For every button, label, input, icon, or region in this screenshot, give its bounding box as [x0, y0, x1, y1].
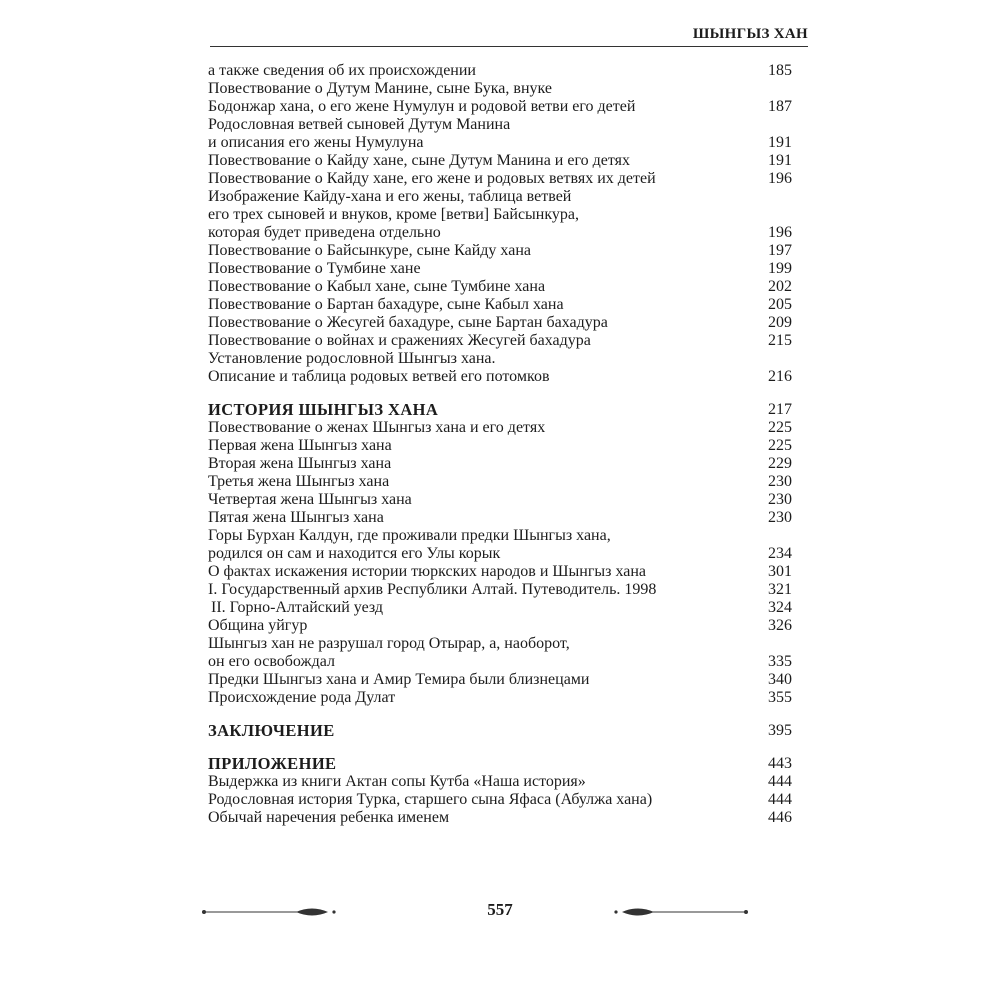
toc-entry	[208, 278, 792, 296]
toc-entry-page: 301	[768, 563, 792, 580]
toc-entry	[208, 599, 792, 617]
toc-entry-title: Повествование о Байсынкуре, сыне Кайду хана	[208, 242, 531, 259]
toc-entry-page: 187	[768, 98, 792, 115]
spacer	[208, 707, 792, 722]
spacer	[208, 740, 792, 755]
toc-entry	[208, 368, 792, 386]
toc-entry-title: I. Государственный архив Республики Алтай. Путеводитель. 1998	[208, 581, 657, 598]
page-footer	[200, 900, 800, 930]
toc-entry	[208, 116, 792, 134]
toc-entry-title: и описания его жены Нумулуна	[208, 134, 424, 151]
toc-entry-page: 225	[768, 437, 792, 454]
toc-entry	[208, 563, 792, 581]
toc-entry	[208, 491, 792, 509]
page-number: 557	[487, 900, 513, 919]
toc-heading-appendix	[208, 755, 792, 773]
toc-entry-title: Шынгыз хан не разрушал город Отырар, а, наоборот,	[208, 635, 570, 652]
toc-entry-title: Повествование о Бартан бахадуре, сыне Кабыл хана	[208, 296, 564, 313]
toc-block-1	[208, 62, 792, 386]
toc-heading-page: 443	[768, 755, 792, 772]
toc-entry-title: которая будет приведена отдельно	[208, 224, 441, 241]
toc-entry	[208, 242, 792, 260]
toc-entry-title: Повествование о Кайду хане, его жене и родовых ветвях их детей	[208, 170, 656, 187]
toc-entry-title: Община уйгур	[208, 617, 308, 634]
toc-entry-title: Третья жена Шынгыз хана	[208, 473, 390, 490]
spacer	[208, 386, 792, 401]
toc-heading-page: 395	[768, 722, 792, 739]
toc-entry	[208, 332, 792, 350]
toc-entry-title: Вторая жена Шынгыз хана	[208, 455, 392, 472]
toc-entry	[208, 80, 792, 98]
toc-entry-page: 216	[768, 368, 792, 385]
toc-entry	[208, 809, 792, 827]
toc-entry-page: 444	[768, 773, 792, 790]
toc-entry-title: Происхождение рода Дулат	[208, 689, 396, 706]
toc-heading-history	[208, 401, 792, 419]
toc-entry-page: 196	[768, 224, 792, 241]
toc-entry-page: 355	[768, 689, 792, 706]
toc-entry-title: Описание и таблица родовых ветвей его потомков	[208, 368, 550, 385]
toc-entry	[208, 224, 792, 242]
toc-entry-title: Обычай наречения ребенка именем	[208, 809, 450, 826]
toc-entry-title: он его освобождал	[208, 653, 335, 670]
toc-entry	[208, 509, 792, 527]
toc-entry-page: 202	[768, 278, 792, 295]
toc-entry	[208, 296, 792, 314]
toc-entry-page: 335	[768, 653, 792, 670]
toc-entry-title: Изображение Кайду-хана и его жены, таблица ветвей	[208, 188, 572, 205]
toc-entry-title: а также сведения об их происхождении	[208, 62, 476, 79]
toc-entry-page: 230	[768, 509, 792, 526]
toc-entry-page: 230	[768, 473, 792, 490]
toc-heading-title: ЗАКЛЮЧЕНИЕ	[208, 721, 335, 740]
ornament-left-icon	[200, 904, 340, 920]
toc-entry-title: Повествование о Жесугей бахадуре, сыне Бартан бахадура	[208, 314, 608, 331]
toc-entry-page: 191	[768, 152, 792, 169]
toc-entry	[208, 314, 792, 332]
toc-entry-page: 326	[768, 617, 792, 634]
toc-entry-title: Первая жена Шынгыз хана	[208, 437, 392, 454]
table-of-contents	[208, 62, 792, 827]
toc-entry	[208, 773, 792, 791]
toc-entry-page: 199	[768, 260, 792, 277]
toc-entry-page: 446	[768, 809, 792, 826]
toc-entry-page: 205	[768, 296, 792, 313]
toc-entry	[208, 437, 792, 455]
toc-heading-conclusion	[208, 722, 792, 740]
toc-entry-title: Повествование о Кайду хане, сыне Дутум Манина и его детях	[208, 152, 630, 169]
toc-entry-page: 230	[768, 491, 792, 508]
toc-entry	[208, 152, 792, 170]
toc-entry	[208, 791, 792, 809]
toc-entry-page: 444	[768, 791, 792, 808]
toc-entry	[208, 617, 792, 635]
toc-entry-title: Горы Бурхан Калдун, где проживали предки Шынгыз хана,	[208, 527, 611, 544]
toc-entry	[208, 527, 792, 545]
toc-entry	[208, 188, 792, 206]
toc-heading-title: ИСТОРИЯ ШЫНГЫЗ ХАНА	[208, 400, 439, 419]
toc-entry-page: 340	[768, 671, 792, 688]
toc-entry-page: 321	[768, 581, 792, 598]
toc-entry	[208, 98, 792, 116]
toc-entry-title: Родословная ветвей сыновей Дутум Манина	[208, 116, 511, 133]
toc-entry-title: Выдержка из книги Актан сопы Кутба «Наша история»	[208, 773, 586, 790]
toc-entry-page: 324	[768, 599, 792, 616]
toc-entry-title: Повествование о Кабыл хане, сыне Тумбине хана	[208, 278, 546, 295]
toc-entry-title: родился он сам и находится его Улы корык	[208, 545, 501, 562]
ornament-right-icon	[610, 904, 750, 920]
toc-entry	[208, 671, 792, 689]
toc-entry-title: Родословная история Турка, старшего сына Яфаса (Абулжа хана)	[208, 791, 653, 808]
toc-entry-title: Повествование о женах Шынгыз хана и его детях	[208, 419, 546, 436]
toc-block-2	[208, 419, 792, 707]
toc-entry	[208, 134, 792, 152]
toc-entry-page: 225	[768, 419, 792, 436]
toc-entry-title: Повествование о войнах и сражениях Жесугей бахадура	[208, 332, 591, 349]
toc-entry-title: Бодонжар хана, о его жене Нумулун и родовой ветви его детей	[208, 98, 636, 115]
toc-entry	[208, 206, 792, 224]
toc-entry	[208, 653, 792, 671]
toc-entry-page: 209	[768, 314, 792, 331]
toc-heading-page: 217	[768, 401, 792, 418]
running-title: ШЫНГЫЗ ХАН	[692, 26, 808, 42]
toc-entry-page: 197	[768, 242, 792, 259]
toc-entry-title: Предки Шынгыз хана и Амир Темира были близнецами	[208, 671, 590, 688]
toc-entry-page: 191	[768, 134, 792, 151]
toc-entry-title: Четвертая жена Шынгыз хана	[208, 491, 412, 508]
toc-entry	[208, 260, 792, 278]
toc-entry	[208, 689, 792, 707]
toc-entry-page: 234	[768, 545, 792, 562]
toc-heading-title: ПРИЛОЖЕНИЕ	[208, 754, 337, 773]
toc-entry-title: Пятая жена Шынгыз хана	[208, 509, 384, 526]
toc-block-4	[208, 773, 792, 827]
toc-entry	[208, 455, 792, 473]
toc-entry-page: 196	[768, 170, 792, 187]
toc-entry-page: 215	[768, 332, 792, 349]
toc-entry-page: 185	[768, 62, 792, 79]
toc-entry-title: Повествование о Тумбине хане	[208, 260, 421, 277]
toc-entry	[208, 170, 792, 188]
toc-entry-page: 229	[768, 455, 792, 472]
toc-entry-title: II. Горно-Алтайский уезд	[211, 599, 384, 616]
toc-entry-title: Повествование о Дутум Манине, сыне Бука, внуке	[208, 80, 552, 97]
toc-entry	[208, 635, 792, 653]
toc-entry	[208, 419, 792, 437]
toc-entry	[208, 473, 792, 491]
toc-entry-title: Установление родословной Шынгыз хана.	[208, 350, 496, 367]
toc-entry	[208, 581, 792, 599]
toc-entry-title: О фактах искажения истории тюркских народов и Шынгыз хана	[208, 563, 647, 580]
toc-entry-title: его трех сыновей и внуков, кроме [ветви] Байсынкура,	[208, 206, 580, 223]
toc-entry	[208, 545, 792, 563]
toc-entry	[208, 350, 792, 368]
page-header	[210, 18, 808, 46]
toc-entry	[208, 62, 792, 80]
header-rule	[210, 46, 808, 47]
